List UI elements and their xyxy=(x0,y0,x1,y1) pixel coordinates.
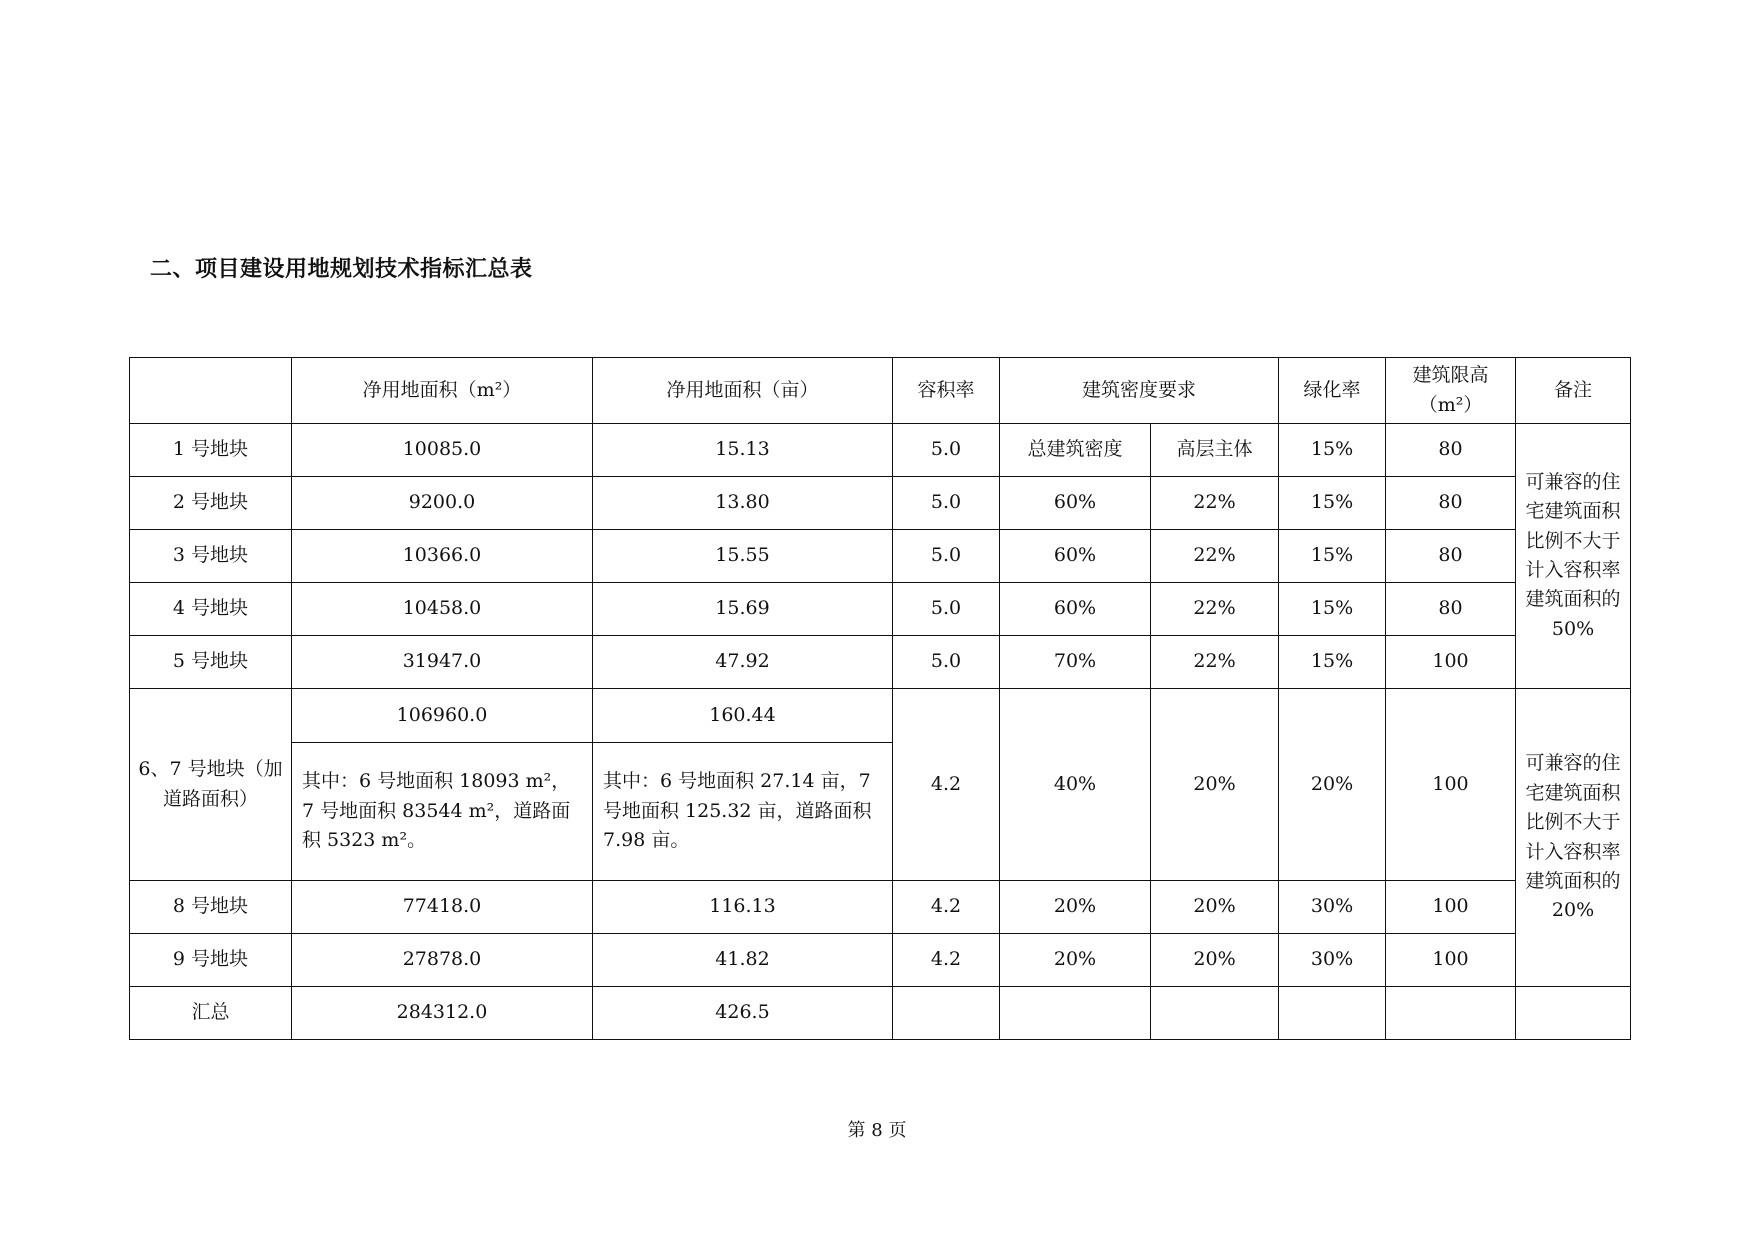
area-mu: 15.55 xyxy=(593,530,893,583)
plot-name: 3 号地块 xyxy=(130,530,292,583)
height-limit: 100 xyxy=(1386,636,1516,689)
green-rate: 30% xyxy=(1279,881,1386,934)
far: 5.0 xyxy=(893,636,1000,689)
plot-name: 4 号地块 xyxy=(130,583,292,636)
highrise-density: 20% xyxy=(1151,934,1279,987)
area-m2: 10085.0 xyxy=(292,424,593,477)
total-density: 60% xyxy=(1000,477,1151,530)
highrise-density: 20% xyxy=(1151,881,1279,934)
area-m2: 106960.0 xyxy=(292,689,593,743)
highrise-density: 22% xyxy=(1151,530,1279,583)
subheader-total-density: 总建筑密度 xyxy=(1000,424,1151,477)
area-m2-detail: 其中：6 号地面积 18093 m²，7 号地面积 83544 m²，道路面积 5323 m²。 xyxy=(292,743,593,881)
header-area-mu: 净用地面积（亩） xyxy=(593,358,893,424)
subheader-highrise: 高层主体 xyxy=(1151,424,1279,477)
height-limit: 80 xyxy=(1386,583,1516,636)
header-notes: 备注 xyxy=(1516,358,1631,424)
note-cell-group2: 可兼容的住宅建筑面积比例不大于计入容积率建筑面积的 20% xyxy=(1516,689,1631,987)
area-mu: 15.69 xyxy=(593,583,893,636)
area-m2: 10458.0 xyxy=(292,583,593,636)
height-limit: 100 xyxy=(1386,934,1516,987)
area-mu: 15.13 xyxy=(593,424,893,477)
land-indicator-table xyxy=(129,357,1631,1040)
green-rate: 15% xyxy=(1279,583,1386,636)
empty-cell xyxy=(1151,987,1279,1040)
highrise-density: 22% xyxy=(1151,636,1279,689)
total-density: 60% xyxy=(1000,530,1151,583)
area-mu: 41.82 xyxy=(593,934,893,987)
total-area-m2: 284312.0 xyxy=(292,987,593,1040)
header-height-limit: 建筑限高（m²） xyxy=(1386,358,1516,424)
total-area-mu: 426.5 xyxy=(593,987,893,1040)
page-heading: 二、项目建设用地规划技术指标汇总表 xyxy=(150,257,533,282)
height-limit: 100 xyxy=(1386,689,1516,881)
header-far: 容积率 xyxy=(893,358,1000,424)
table-row xyxy=(130,530,1631,583)
far: 5.0 xyxy=(893,583,1000,636)
far: 4.2 xyxy=(893,881,1000,934)
green-rate: 20% xyxy=(1279,689,1386,881)
total-density: 20% xyxy=(1000,934,1151,987)
far: 5.0 xyxy=(893,530,1000,583)
empty-cell xyxy=(1279,987,1386,1040)
header-density: 建筑密度要求 xyxy=(1000,358,1279,424)
far: 4.2 xyxy=(893,934,1000,987)
area-mu: 47.92 xyxy=(593,636,893,689)
green-rate: 15% xyxy=(1279,636,1386,689)
green-rate: 30% xyxy=(1279,934,1386,987)
empty-cell xyxy=(893,987,1000,1040)
note-cell-group1: 可兼容的住宅建筑面积比例不大于计入容积率建筑面积的 50% xyxy=(1516,424,1631,689)
plot-name: 5 号地块 xyxy=(130,636,292,689)
table-row-plot67 xyxy=(130,689,1631,743)
header-area-m2: 净用地面积（m²） xyxy=(292,358,593,424)
plot-name: 1 号地块 xyxy=(130,424,292,477)
area-m2: 10366.0 xyxy=(292,530,593,583)
total-label: 汇总 xyxy=(130,987,292,1040)
total-density: 70% xyxy=(1000,636,1151,689)
area-mu: 116.13 xyxy=(593,881,893,934)
highrise-density: 22% xyxy=(1151,477,1279,530)
area-m2: 77418.0 xyxy=(292,881,593,934)
table-row xyxy=(130,636,1631,689)
table-row-total xyxy=(130,987,1631,1040)
height-limit: 80 xyxy=(1386,424,1516,477)
highrise-density: 22% xyxy=(1151,583,1279,636)
plot-name: 9 号地块 xyxy=(130,934,292,987)
table-row xyxy=(130,881,1631,934)
table-header-row xyxy=(130,358,1631,424)
far: 5.0 xyxy=(893,477,1000,530)
green-rate: 15% xyxy=(1279,530,1386,583)
table-row xyxy=(130,424,1631,477)
page-number: 第 8 页 xyxy=(847,1120,907,1141)
area-m2: 9200.0 xyxy=(292,477,593,530)
table-row xyxy=(130,477,1631,530)
plot-name: 6、7 号地块（加道路面积） xyxy=(130,689,292,881)
far: 5.0 xyxy=(893,424,1000,477)
area-mu: 160.44 xyxy=(593,689,893,743)
height-limit: 100 xyxy=(1386,881,1516,934)
height-limit: 80 xyxy=(1386,477,1516,530)
plot-name: 2 号地块 xyxy=(130,477,292,530)
area-mu: 13.80 xyxy=(593,477,893,530)
header-cell-blank xyxy=(130,358,292,424)
highrise-density: 20% xyxy=(1151,689,1279,881)
green-rate: 15% xyxy=(1279,424,1386,477)
far: 4.2 xyxy=(893,689,1000,881)
empty-cell xyxy=(1386,987,1516,1040)
header-green: 绿化率 xyxy=(1279,358,1386,424)
area-m2: 31947.0 xyxy=(292,636,593,689)
table-row xyxy=(130,934,1631,987)
height-limit: 80 xyxy=(1386,530,1516,583)
total-density: 40% xyxy=(1000,689,1151,881)
empty-cell xyxy=(1000,987,1151,1040)
area-m2: 27878.0 xyxy=(292,934,593,987)
green-rate: 15% xyxy=(1279,477,1386,530)
plot-name: 8 号地块 xyxy=(130,881,292,934)
total-density: 60% xyxy=(1000,583,1151,636)
total-density: 20% xyxy=(1000,881,1151,934)
empty-cell xyxy=(1516,987,1631,1040)
table-row xyxy=(130,583,1631,636)
area-mu-detail: 其中：6 号地面积 27.14 亩，7 号地面积 125.32 亩，道路面积 7.98 亩。 xyxy=(593,743,893,881)
